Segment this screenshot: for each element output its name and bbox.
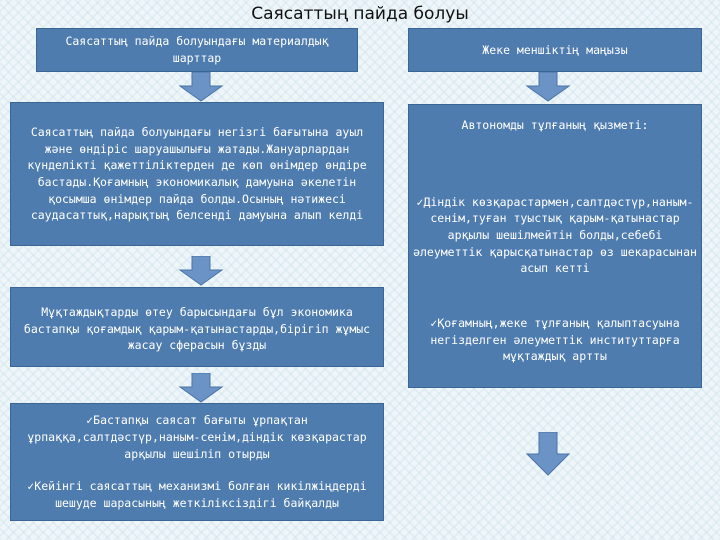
list-item [15,412,379,462]
left-box-early-politics [10,403,384,521]
left-box-material-conditions [36,28,358,72]
list-item-text: Діндік көзқарастармен,салтдәстүр,наным-сенім,туған туыстық қарым-қатынастар арқылы шешілмейтін болды,себебі әлеуметтік қарысқатынастар өз шекарасынан асып кетті [413,194,697,276]
list-item-text: Кейінгі саясаттың механизмі болған кикілжіңдерді шешуде шарасының жеткіліксіздігі байқалды [34,479,367,510]
down-arrow-icon [178,72,224,102]
list-item [15,478,379,511]
list-item [413,194,697,277]
down-arrow-icon [525,432,571,476]
left-box-material-conditions-text: Саясаттың пайда болуындағы материалдық шарттар [65,34,329,65]
right-box-private-property-text: Жеке меншіктің маңызы [482,42,628,57]
page-title: Саясаттың пайда болуы [251,4,469,24]
left-box-needs-economy [10,287,384,367]
left-box-main-direction [10,102,384,246]
list-item-text: Қоғамның,жеке тұлғаның қалыптасуына негізделген әлеуметтік институттарға мұқтаждық артты [430,316,680,364]
left-box-needs-economy-text: Мұқтаждықтарды өтеу барысындағы бұл экономика бастапқы қоғамдық қарым-қатынастарды,бірігіп жұмыс жасау сферасын бұзды [23,305,371,353]
list-item [413,315,697,365]
down-arrow-icon [178,373,224,403]
down-arrow-icon [525,72,571,102]
list-item-text: Бастапқы саясат бағыты ұрпақтан ұрпаққа,салтдәстүр,наным-сенім,діндік көзқарастар арқылы шешіліп отырды [27,413,367,461]
right-box-private-property [408,28,702,72]
right-box-heading: Автономды тұлғаның қызметі: [461,118,649,132]
left-box-main-direction-text: Саясаттың пайда болуындағы негізгі бағытына ауыл және өндіріс шаруашылығы жатады.Жануарлардан күнделікті қажеттіліктерден де көп өнімдер өндіре бастады.Қоғамның экономикалық дамуына әкелетін қосымша өнімдер пайда болды.Осының нәтижесі саудасаттық,нарықтың белсенді дамуына алып келді [27,124,367,223]
right-box-autonomous-person [408,104,702,388]
down-arrow-icon [178,256,224,286]
